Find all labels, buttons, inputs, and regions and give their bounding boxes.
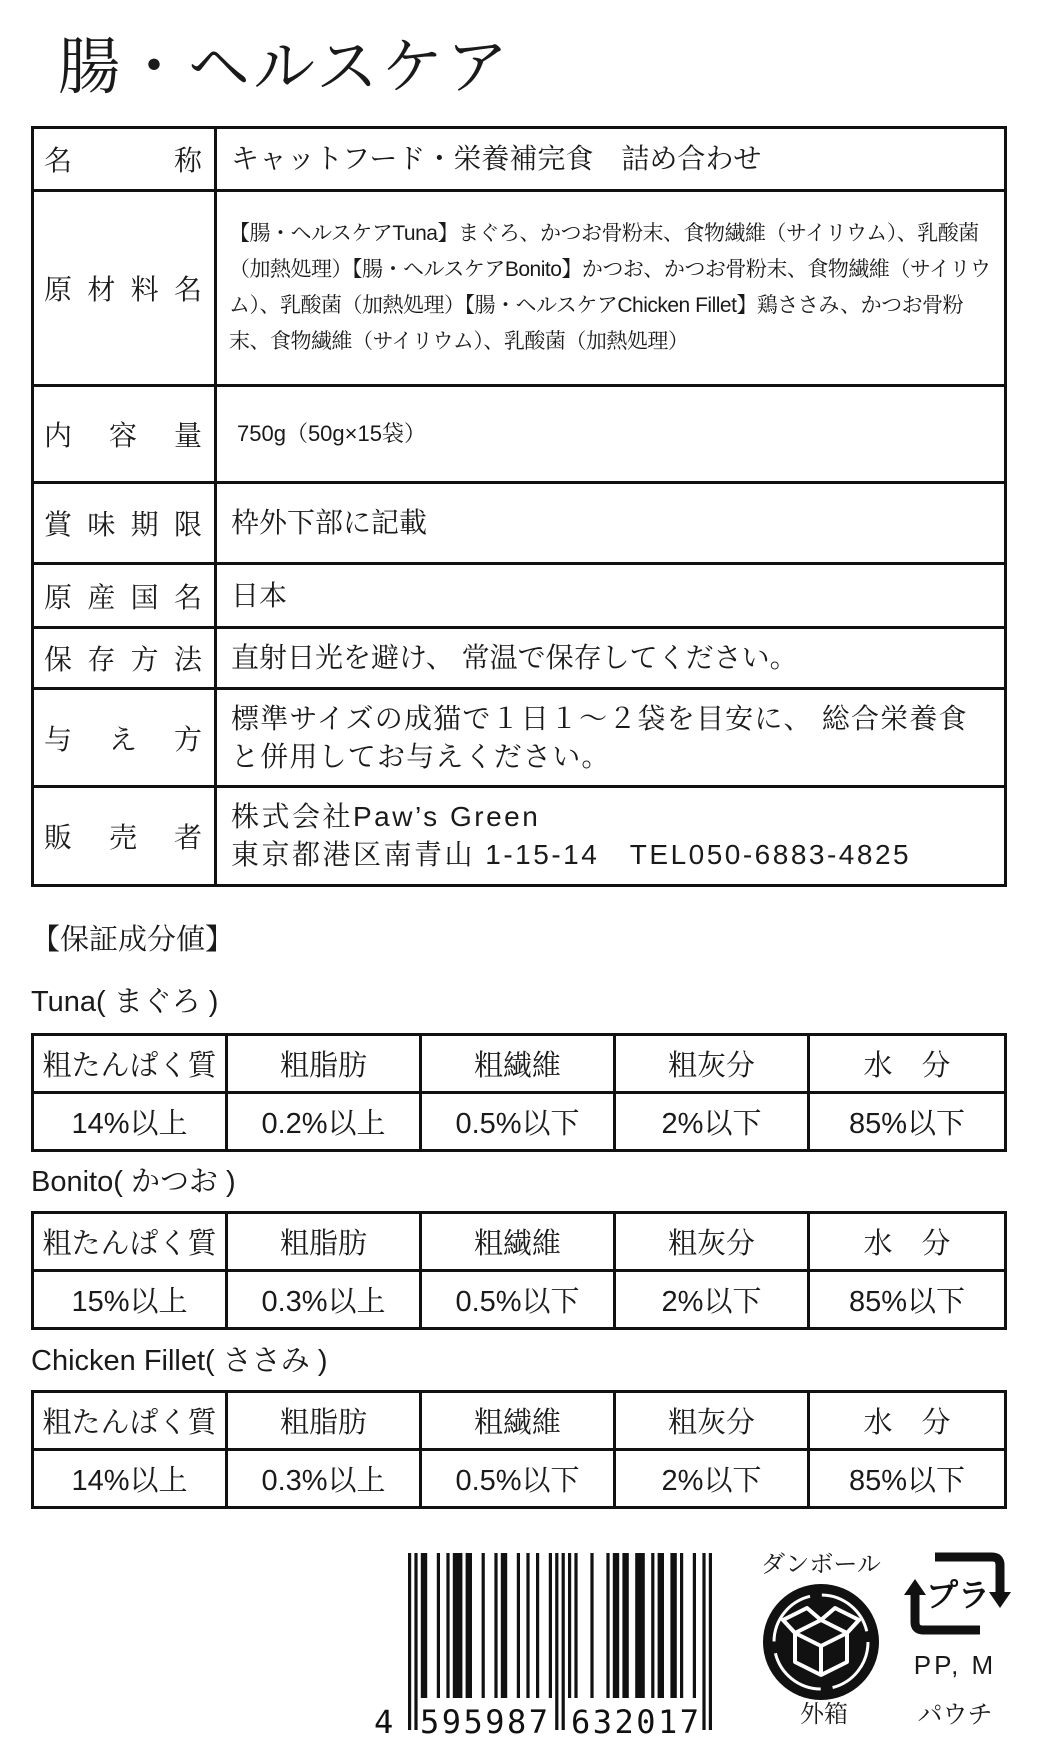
info-row-storage: [34, 626, 1004, 687]
barcode-bar: [526, 1553, 529, 1698]
barcode-bar: [446, 1553, 449, 1698]
barcode-bar: [670, 1553, 676, 1698]
barcode-bar: [555, 1553, 558, 1730]
barcode-digits-right: 632017: [571, 1703, 699, 1741]
info-value-best-before: 枠外下部に記載: [231, 507, 428, 538]
label-char: 称: [173, 145, 202, 176]
cardboard-label: ダンボール: [761, 1551, 881, 1578]
label-char: 量: [173, 420, 202, 451]
label-char: 原: [44, 274, 73, 305]
analysis-column-header: 粗脂肪: [228, 1393, 422, 1451]
analysis-column-header: 粗繊維: [422, 1393, 616, 1451]
seller-address: 東京都港区南青山 1-15-14 TEL050-6883-4825: [231, 839, 912, 870]
cardboard-recycle-icon: [761, 1582, 881, 1702]
info-label: [44, 503, 202, 543]
label-char: え: [108, 723, 137, 755]
label-char: 容: [108, 420, 137, 451]
barcode-bar: [517, 1553, 520, 1698]
product-title: 腸・ヘルスケア: [58, 33, 512, 102]
product-name-bonito: Bonito( かつお ): [31, 1166, 236, 1198]
barcode-bar: [536, 1553, 539, 1698]
label-char: 味: [87, 509, 116, 540]
analysis-value: 85%以下: [848, 1465, 966, 1497]
barcode-bar: [606, 1553, 609, 1698]
plastic-mark-text: プラ: [925, 1576, 991, 1614]
info-row-feeding: [34, 687, 1004, 785]
seller-company: 株式会社Paw’s Green: [231, 801, 541, 832]
barcode-bar: [680, 1553, 683, 1698]
info-label-cell: [34, 129, 217, 189]
analysis-value: 2%以下: [616, 1094, 810, 1149]
info-value-origin: 日本: [231, 579, 288, 611]
analysis-column-header: 粗灰分: [616, 1214, 810, 1272]
barcode-bar: [658, 1553, 664, 1698]
info-row-name: [34, 129, 1004, 189]
info-value-ingredients: 【腸・ヘルスケアTuna】まぐろ、かつお骨粉末、食物繊維（サイリウム）、乳酸菌（加熱処理）【腸・ヘルスケアBonito】かつお、かつお骨粉末、食物繊維（サイリウム）、乳酸菌（加熱処理）【腸・ヘルスケアChicken Fillet】鶏ささみ、かつお骨粉末、食物繊維（サイリウム）、乳酸菌（加熱処理）: [229, 222, 991, 353]
info-label-cell: [34, 690, 217, 785]
label-char: 期: [130, 509, 159, 540]
info-row-ingredients: [34, 189, 1004, 384]
barcode-bar: [568, 1553, 571, 1698]
analysis-value: 0.5%以下: [422, 1451, 616, 1506]
barcode-bar: [421, 1553, 427, 1698]
info-row-origin: [34, 562, 1004, 626]
info-value-storage: 直射日光を避け、 常温で保存してください。: [231, 642, 798, 673]
analysis-value: 0.5%以下: [422, 1272, 616, 1327]
product-name-tuna: Tuna( まぐろ ): [31, 986, 219, 1018]
barcode-bar: [635, 1553, 645, 1698]
analysis-column-header: 粗繊維: [422, 1214, 616, 1272]
barcode-bar: [574, 1553, 577, 1698]
info-label-cell: [34, 565, 217, 626]
analysis-value: 0.5%以下: [422, 1094, 616, 1149]
barcode-bar: [562, 1553, 565, 1730]
barcode-bar: [549, 1553, 552, 1698]
label-char: 材: [87, 274, 116, 305]
info-row-seller: [34, 785, 1004, 884]
label-char: 者: [173, 822, 202, 853]
label-char: 販: [44, 822, 73, 853]
analysis-value: 14%以上: [34, 1094, 228, 1149]
label-char: 国: [130, 581, 159, 613]
info-label: [44, 414, 202, 454]
info-label: [44, 816, 202, 856]
analysis-column-header: 粗脂肪: [228, 1214, 422, 1272]
analysis-column-header: 水 分: [810, 1214, 1004, 1272]
info-label: [44, 576, 202, 616]
barcode-bar: [453, 1553, 463, 1698]
analysis-heading: 【保証成分値】: [31, 924, 235, 956]
analysis-value: 85%以下: [848, 1108, 966, 1140]
product-name-chicken: Chicken Fillet( ささみ ): [31, 1345, 328, 1377]
info-label-cell: [34, 387, 217, 481]
barcode: [360, 1545, 720, 1745]
info-label-cell: [34, 192, 217, 384]
info-value-amount: 750g（50g×15袋）: [237, 421, 426, 446]
barcode-bar: [437, 1553, 440, 1698]
label-char: 存: [87, 644, 116, 675]
analysis-column-header: 粗たんぱく質: [34, 1393, 228, 1451]
analysis-table-chicken: [31, 1390, 1007, 1509]
barcode-lead-digit: 4: [374, 1703, 394, 1741]
info-value-seller: [217, 788, 1004, 884]
label-char: 賞: [44, 509, 73, 540]
barcode-bar: [709, 1553, 712, 1730]
barcode-bar: [613, 1553, 619, 1698]
barcode-bar: [702, 1553, 705, 1730]
label-char: 料: [130, 274, 159, 305]
label-char: 名: [173, 274, 202, 305]
label-char: 限: [173, 509, 202, 540]
analysis-value: 2%以下: [616, 1272, 810, 1327]
label-char: 方: [173, 723, 202, 755]
analysis-value: 15%以上: [34, 1272, 228, 1327]
analysis-column-header: 粗灰分: [616, 1036, 810, 1094]
analysis-value: 2%以下: [616, 1451, 810, 1506]
label-char: 法: [173, 644, 202, 675]
label-char: 産: [87, 581, 116, 613]
info-row-best-before: [34, 481, 1004, 562]
barcode-bar: [408, 1553, 411, 1730]
cardboard-caption: 外箱: [800, 1701, 848, 1728]
barcode-digits-left: 595987: [420, 1703, 548, 1741]
analysis-value: 0.2%以上: [228, 1094, 422, 1149]
plastic-material: PP, M: [913, 1650, 997, 1680]
label-char: 方: [130, 644, 159, 675]
analysis-value: 14%以上: [34, 1451, 228, 1506]
barcode-bar: [622, 1553, 628, 1698]
label-char: 売: [108, 822, 137, 853]
plastic-caption: パウチ: [917, 1701, 993, 1729]
label-char: 内: [44, 420, 73, 451]
analysis-value: 0.3%以上: [228, 1272, 422, 1327]
info-label: [44, 139, 202, 179]
analysis-column-header: 粗灰分: [616, 1393, 810, 1451]
label-char: 原: [44, 581, 73, 613]
analysis-column-header: 粗繊維: [422, 1036, 616, 1094]
barcode-bar: [494, 1553, 497, 1698]
label-char: 名: [44, 145, 73, 176]
plastic-recycle-icon: [900, 1544, 1012, 1642]
analysis-value: 0.3%以上: [228, 1451, 422, 1506]
info-value-feeding: 標準サイズの成猫で１日１～２袋を目安に、 総合栄養食と併用してお与えください。: [231, 702, 968, 772]
info-label: [44, 268, 202, 308]
analysis-table-tuna: [31, 1033, 1007, 1152]
barcode-bar: [466, 1553, 472, 1698]
label-char: 保: [44, 644, 73, 675]
analysis-table-bonito: [31, 1211, 1007, 1330]
analysis-column-header: 水 分: [810, 1036, 1004, 1094]
barcode-bar: [482, 1553, 485, 1698]
info-value-name: キャットフード・栄養補完食 詰め合わせ: [231, 143, 762, 174]
barcode-bar: [414, 1553, 417, 1730]
info-label-cell: [34, 629, 217, 687]
info-row-amount: [34, 384, 1004, 481]
analysis-column-header: 粗たんぱく質: [34, 1214, 228, 1272]
analysis-value: 85%以下: [848, 1286, 966, 1318]
label-char: 与: [44, 723, 73, 755]
info-label-cell: [34, 788, 217, 884]
analysis-column-header: 粗脂肪: [228, 1036, 422, 1094]
analysis-column-header: 粗たんぱく質: [34, 1036, 228, 1094]
barcode-bar: [590, 1553, 593, 1698]
barcode-bar: [651, 1553, 654, 1698]
info-label-cell: [34, 484, 217, 562]
analysis-column-header: 水 分: [810, 1393, 1004, 1451]
info-label: [44, 638, 202, 678]
info-label: [44, 718, 202, 758]
barcode-bar: [693, 1553, 696, 1698]
product-info-table: [31, 126, 1007, 887]
barcode-bar: [501, 1553, 507, 1698]
label-char: 名: [173, 581, 202, 613]
